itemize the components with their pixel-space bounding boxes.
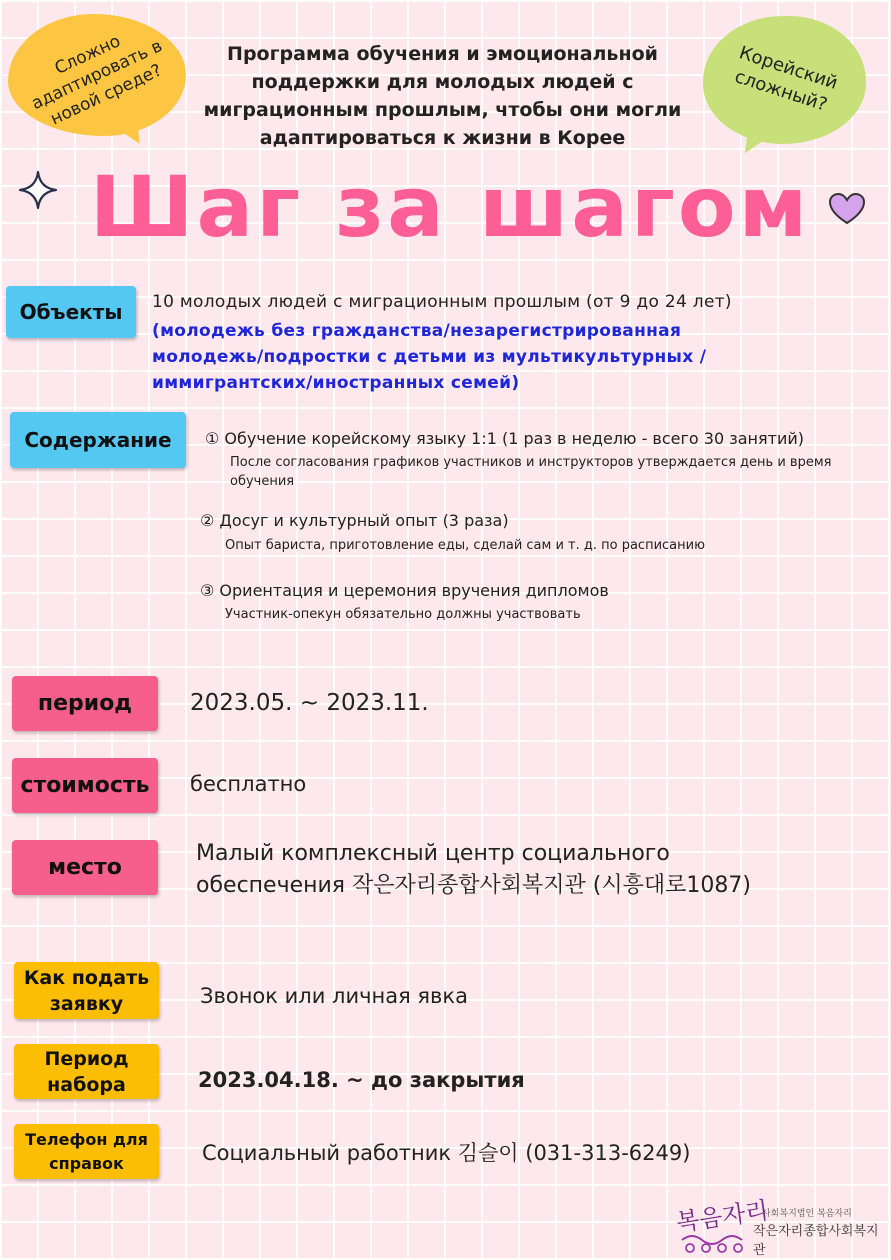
content-item-3-title: ③ Ориентация и церемония вручения дипломов (200, 581, 609, 600)
bubble-right-text: Корейский сложный? (732, 42, 841, 116)
place-value-line2: обеспечения 작은자리종합사회복지관 (시흥대로1087) (196, 873, 751, 898)
place-value-line1: Малый комплексный центр социального (196, 841, 670, 866)
content-item-1-detail: После согласования графиков участников и инструкторов утверждается день и время обучения (230, 455, 832, 489)
place-label: место (12, 840, 158, 895)
cost-label: стоимость (12, 758, 158, 813)
apply-value: Звонок или личная явка (200, 984, 468, 1008)
content-item-2-title: ② Досуг и культурный опыт (3 раза) (200, 511, 509, 530)
organization-logo (672, 1188, 771, 1256)
content-item-3-detail: Участник-опекун обязательно должны участвовать (225, 607, 581, 622)
targets-main-text: 10 молодых людей с миграционным прошлым (от 9 до 24 лет) (152, 292, 732, 312)
targets-detail-text: (молодежь без гражданства/незарегистрированная молодежь/подростки с детьми из мультикультурных /иммигрантских/иностранных семей) (152, 321, 707, 393)
logo-center-name: 작은자리종합사회복지관 (753, 1224, 879, 1258)
heart-icon (828, 192, 866, 226)
period-label: период (12, 676, 158, 731)
page-title: Шаг за шагом (89, 158, 811, 256)
speech-bubble-left (8, 14, 186, 136)
cost-value: бесплатно (190, 772, 307, 796)
phone-label: Телефон для справок (14, 1124, 159, 1179)
recruit-value: 2023.04.18. ~ до закрытия (198, 1068, 525, 1092)
logo-foundation-name: 사회복지법인 복음자리 (762, 1209, 852, 1219)
svg-text:복음자리: 복음자리 (674, 1196, 771, 1237)
bubble-left-text: Сложно адаптировать в новой среде? (28, 31, 166, 130)
period-value: 2023.05. ~ 2023.11. (190, 690, 429, 716)
sparkle-icon (18, 170, 58, 210)
speech-bubble-right (703, 16, 866, 144)
phone-value: Социальный работник 김슬이 (031-313-6249) (202, 1141, 691, 1165)
content-item-1-title: ① Обучение корейскому языку 1:1 (1 раз в неделю - всего 30 занятий) (205, 429, 804, 448)
targets-label: Объекты (6, 286, 136, 338)
content-item-2-detail: Опыт бариста, приготовление еды, сделай сам и т. д. по расписанию (225, 538, 706, 553)
recruit-label: Период набора (14, 1044, 159, 1099)
program-subtitle: Программа обучения и эмоциональной поддержки для молодых людей с миграционным прошлым, чтобы они могли адаптироваться к жизни в Корее (203, 43, 682, 149)
apply-label: Как подать заявку (14, 962, 159, 1019)
content-label: Содержание (10, 412, 186, 468)
